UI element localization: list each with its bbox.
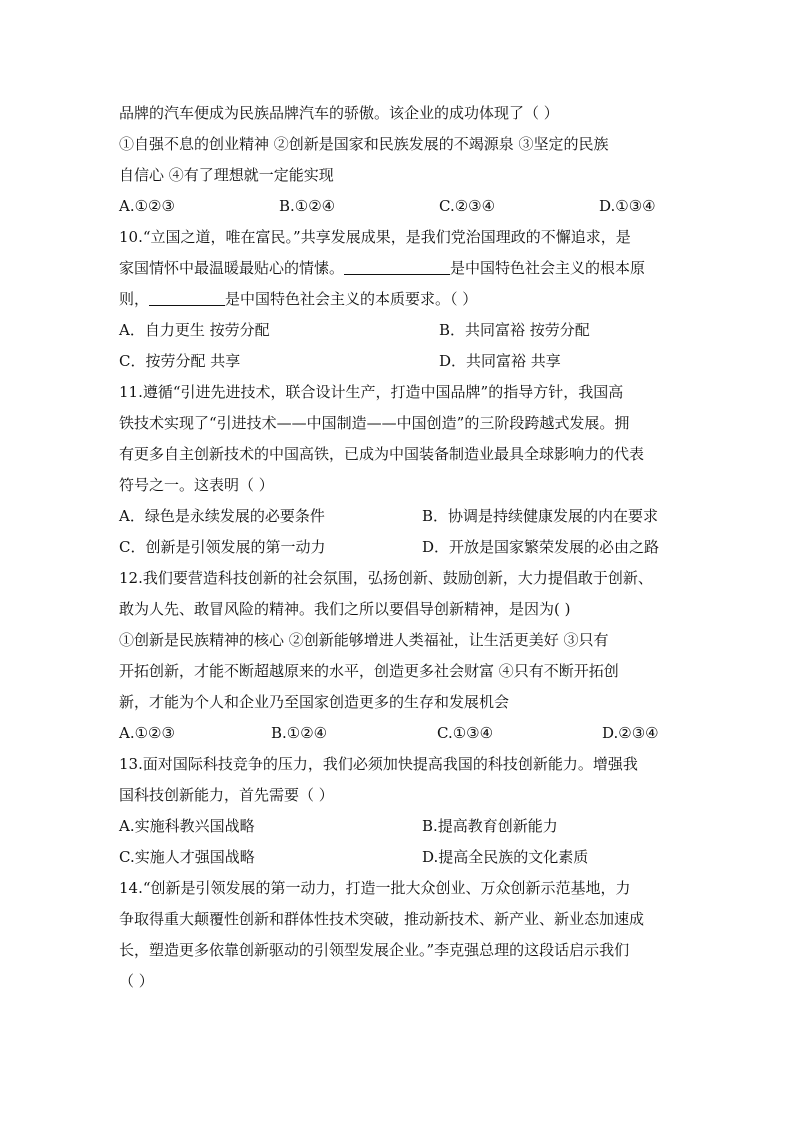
q10-stem-line-3: [119, 284, 679, 315]
q10-answer-blank-1: [344, 256, 450, 275]
q10-text-segment: 则，: [119, 290, 150, 308]
q9-option-b[interactable]: B.①②④: [279, 197, 336, 215]
q10-option-b[interactable]: B．共同富裕 按劳分配: [439, 321, 590, 339]
q13-option-d[interactable]: D.提高全民族的文化素质: [422, 848, 589, 866]
q11-stem-line-1: 11.遵循“引进先进技术，联合设计生产，打造中国品牌”的指导方针，我国高: [119, 383, 624, 401]
q12-option-b[interactable]: B.①②④: [271, 724, 328, 742]
q10-option-a[interactable]: A．自力更生 按劳分配: [119, 321, 270, 339]
q11-option-d[interactable]: D．开放是国家繁荣发展的必由之路: [422, 538, 660, 556]
q10-answer-blank-2: [149, 287, 225, 306]
q13-options-row-2: [119, 842, 679, 873]
q12-option-a[interactable]: A.①②③: [119, 724, 175, 742]
q9-statements-line-2: 自信心 ④有了理想就一定能实现: [119, 166, 334, 184]
q12-stem-line-1: 12.我们要营造科技创新的社会氛围，弘扬创新、鼓励创新，大力提倡敢于创新、: [119, 569, 653, 587]
q13-option-c[interactable]: C.实施人才强国战略: [119, 848, 255, 866]
q9-option-a[interactable]: A.①②③: [119, 197, 175, 215]
q10-text-segment: 是中国特色社会主义的根本原: [450, 259, 646, 277]
q9-options: [119, 191, 679, 222]
q14-stem-line-1: 14.“创新是引领发展的第一动力，打造一批大众创业、万众创新示范基地，力: [119, 879, 631, 897]
q10-option-d[interactable]: D．共同富裕 共享: [439, 352, 561, 370]
q10-stem-line-2: [119, 253, 679, 284]
q12-stem-line-2: 敢为人先、敢冒风险的精神。我们之所以要倡导创新精神，是因为( ): [119, 600, 571, 618]
q14-stem-line-3: 长，塑造更多依靠创新驱动的引领型发展企业。”李克强总理的这段话启示我们: [119, 941, 630, 959]
q14-stem-line-2: 争取得重大颠覆性创新和群体性技术突破，推动新技术、新产业、新业态加速成: [119, 910, 645, 928]
q12-statements-line-2: 开拓创新，才能不断超越原来的水平，创造更多社会财富 ④只有不断开拓创: [119, 662, 619, 680]
q11-options-row-1: [119, 501, 679, 532]
q10-stem-line-1: 10.“立国之道，唯在富民。”共享发展成果，是我们党治国理政的不懈追求，是: [119, 228, 631, 246]
q9-statements-line-1: ①自强不息的创业精神 ②创新是国家和民族发展的不竭源泉 ③坚定的民族: [119, 135, 609, 153]
q11-stem-line-4: 符号之一。这表明（ ）: [119, 476, 274, 494]
q9-stem-line-1: 品牌的汽车便成为民族品牌汽车的骄傲。该企业的成功体现了（ ）: [119, 104, 559, 122]
q12-statements-line-1: ①创新是民族精神的核心 ②创新能够增进人类福祉，让生活更美好 ③只有: [119, 631, 609, 649]
q13-stem-line-1: 13.面对国际科技竞争的压力，我们必须加快提高我国的科技创新能力。增强我: [119, 755, 638, 773]
q10-text-segment: 家国情怀中最温暖最贴心的情愫。: [119, 259, 345, 277]
exam-content: [119, 98, 679, 997]
q14-stem-line-4: （ ）: [119, 972, 154, 990]
q10-options-row-2: [119, 346, 679, 377]
q10-options-row-1: [119, 315, 679, 346]
q11-stem-line-2: 铁技术实现了“引进技术——中国制造——中国创造”的三阶段跨越式发展。拥: [119, 414, 630, 432]
q11-option-c[interactable]: C．创新是引领发展的第一动力: [119, 538, 326, 556]
q10-text-segment: 是中国特色社会主义的本质要求。（ ）: [225, 290, 478, 308]
q11-option-b[interactable]: B．协调是持续健康发展的内在要求: [422, 507, 659, 525]
q13-option-a[interactable]: A.实施科教兴国战略: [119, 817, 255, 835]
q12-statements-line-3: 新，才能为个人和企业乃至国家创造更多的生存和发展机会: [119, 693, 510, 711]
q12-option-c[interactable]: C.①③④: [437, 724, 494, 742]
q13-option-b[interactable]: B.提高教育创新能力: [422, 817, 558, 835]
q13-options-row-1: [119, 811, 679, 842]
q9-option-c[interactable]: C.②③④: [439, 197, 496, 215]
q11-option-a[interactable]: A．绿色是永续发展的必要条件: [119, 507, 325, 525]
q13-stem-line-2: 国科技创新能力，首先需要（ ）: [119, 786, 334, 804]
q12-option-d[interactable]: D.②③④: [602, 724, 659, 742]
q10-option-c[interactable]: C．按劳分配 共享: [119, 352, 241, 370]
q12-options: [119, 718, 679, 749]
q9-option-d[interactable]: D.①③④: [599, 197, 656, 215]
q11-stem-line-3: 有更多自主创新技术的中国高铁，已成为中国装备制造业最具全球影响力的代表: [119, 445, 645, 463]
q11-options-row-2: [119, 532, 679, 563]
